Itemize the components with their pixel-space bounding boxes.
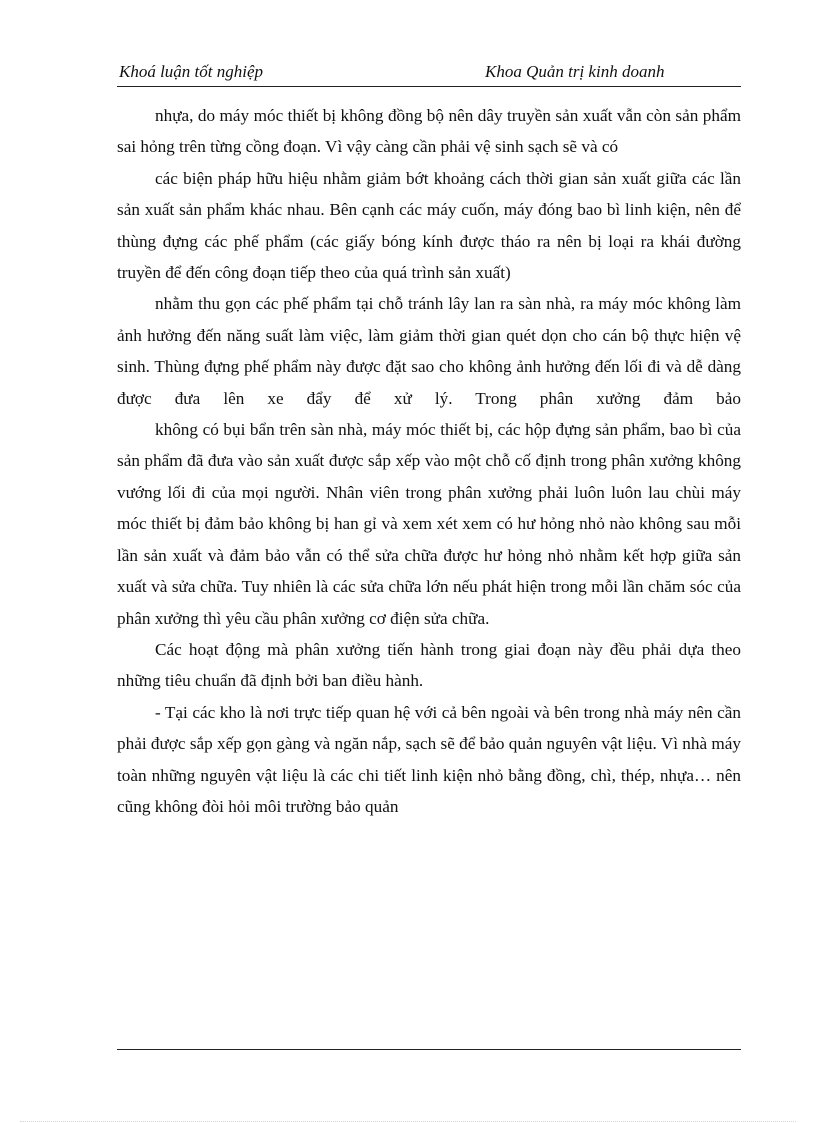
paragraph-2: các biện pháp hữu hiệu nhằm giảm bớt khoảng cách thời gian sản xuất giữa các lần sản xuất sản phẩm khác nhau. Bên cạnh các máy cuốn, máy đóng bao bì linh kiện, nên để thùng đựng các phế phẩm (các giấy bóng kính được tháo ra nên bị loại ra khái đường truyền để đến công đoạn tiếp theo của quá trình sản xuất) bbox=[117, 168, 741, 283]
paragraph-6: - Tại các kho là nơi trực tiếp quan hệ với cả bên ngoài và bên trong nhà máy nên cần phải được sắp xếp gọn gàng và ngăn nắp, sạch sẽ để bảo quản nguyên vật liệu. Vì nhà máy toàn những nguyên vật liệu là các chi tiết linh kiện nhỏ bằng đồng, chì, thép, nhựa… nên cũng không đòi hỏi môi trường bảo quản bbox=[117, 702, 741, 816]
paragraph-4: không có bụi bẩn trên sàn nhà, máy móc thiết bị, các hộp đựng sản phẩm, bao bì của sản phẩm đã đưa vào sản xuất được sắp xếp vào một chỗ cố định trong phân xưởng không vướng lối đi của mọi người. Nhân viên trong phân xưởng phải luôn luôn lau chùi máy móc thiết bị đảm bảo không bị han gỉ và xem xét xem có hư hỏng nhỏ nào không sau mỗi lần sản xuất và đảm bảo vẫn có thể sửa chữa được hư hỏng nhỏ nhằm kết hợp giữa sản xuất và sửa chữa. Tuy nhiên là các sửa chữa lớn nếu phát hiện trong mỗi lần chăm sóc của phân xưởng thì yêu cầu phân xưởng cơ điện sửa chữa. bbox=[117, 420, 741, 628]
body-text bbox=[117, 100, 741, 822]
header-faculty-label: Khoa Quản trị kinh doanh bbox=[485, 62, 665, 81]
paragraph-1: nhựa, do máy móc thiết bị không đồng bộ nên dây truyền sản xuất vẫn còn sản phẩm sai hỏng trên từng cồng đoạn. Vì vậy càng cần phải vệ sinh sạch sẽ và có bbox=[117, 106, 741, 157]
paragraph-3: nhằm thu gọn các phế phẩm tại chỗ tránh lây lan ra sàn nhà, ra máy móc không làm ảnh hưởng đến năng suất làm việc, làm giảm thời gian quét dọn cho cán bộ thực hiện vệ sinh. Thùng đựng phế phẩm này được đặt sao cho không ảnh hưởng đến lối đi và dễ dàng được đưa lên xe đẩy để xử lý. Trong phân xưởng đảm bảo bbox=[117, 294, 741, 408]
footer-divider bbox=[117, 1049, 741, 1050]
header-thesis-label: Khoá luận tốt nghiệp bbox=[119, 62, 264, 81]
page-header bbox=[117, 62, 741, 87]
page-edge-dotted-line bbox=[20, 1121, 796, 1122]
paragraph-5: Các hoạt động mà phân xưởng tiến hành trong giai đoạn này đều phải dựa theo những tiêu chuẩn đã định bởi ban điều hành. bbox=[117, 639, 741, 691]
